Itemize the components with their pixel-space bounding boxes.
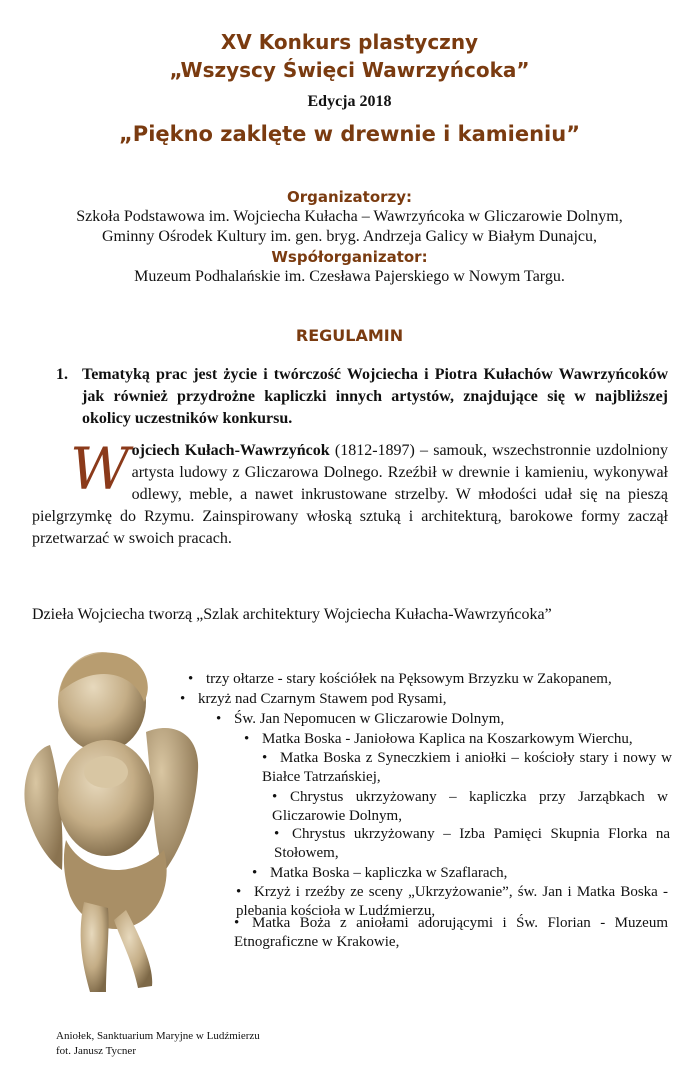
bullet-icon: • [236, 884, 242, 900]
works-item-1 [188, 670, 648, 689]
rule-1 [56, 364, 668, 430]
works-item-2 [180, 690, 640, 709]
drop-cap: W [70, 435, 130, 503]
bullet-icon: • [216, 711, 222, 727]
bullet-icon: • [252, 865, 258, 881]
list-item-text: Chrystus ukrzyżowany – kapliczka przy Jarząbkach w Gliczarowie Dolnym, [272, 789, 668, 824]
works-item-4 [244, 730, 674, 749]
bullet-icon: • [262, 750, 268, 766]
angel-hands [84, 756, 128, 788]
angel-sculpture-photo [14, 640, 204, 1010]
co-organizer-label: Współorganizator: [271, 248, 428, 266]
angel-left-wing [24, 745, 62, 870]
rule-text: Tematyką prac jest życie i twórczość Wojciecha i Piotra Kułachów Wawrzyńcoków jak również przydrożne kapliczki innych artystów, znajdujące się w najbliższej okolicy uczestników konkursu. [82, 366, 668, 427]
rule-number: 1. [56, 366, 68, 383]
bullet-icon: • [244, 731, 250, 747]
list-item-text: Chrystus ukrzyżowany – Izba Pamięci Skupnia Florka na Stołowem, [274, 826, 670, 861]
works-item-8 [252, 864, 672, 883]
artist-name: ojciech Kułach-Wawrzyńcok [131, 442, 330, 459]
organizer-line-1: Szkoła Podstawowa im. Wojciecha Kułacha – Wawrzyńcoka w Gliczarowie Dolnym, [76, 208, 623, 225]
bullet-icon: • [272, 789, 278, 805]
co-organizer-line: Muzeum Podhalańskie im. Czesława Pajerskiego w Nowym Targu. [134, 268, 565, 285]
regulations-heading: REGULAMIN [295, 326, 404, 345]
list-item-text: Św. Jan Nepomucen w Gliczarowie Dolnym, [234, 711, 505, 727]
list-item-text: krzyż nad Czarnym Stawem pod Rysami, [198, 691, 447, 707]
list-item-text: trzy ołtarze - stary kościółek na Pęksowym Brzyzku w Zakopanem, [206, 671, 612, 687]
bullet-icon: • [274, 826, 280, 842]
works-item-3 [216, 710, 646, 729]
bullet-icon: • [234, 915, 240, 931]
edition-label: Edycja 2018 [307, 93, 392, 110]
biography [32, 435, 668, 550]
works-item-7 [274, 825, 670, 863]
page-subtitle: „Wszyscy Święci Wawrzyńcoka” [169, 58, 530, 82]
bullet-icon: • [180, 691, 186, 707]
works-item-6 [272, 788, 668, 826]
angel-left-leg [81, 902, 109, 992]
biography-text: (1812-1897) – samouk, wszechstronnie uzdolniony artysta ludowy z Gliczarowa Dolnego. Rzeźbił w drewnie i kamieniu, wykonywał odlewy, meble, a nawet inkrustowane strzelby. W młodości udał się na pieszą pielgrzymkę do Rzymu. Zainspirowany włoską sztuką i architekturą, barokowe formy zaczął przetwarzać w swoich pracach. [32, 442, 668, 547]
works-item-10 [234, 914, 668, 952]
list-item-text: Matka Boska - Janiołowa Kaplica na Koszarkowym Wierchu, [262, 731, 633, 747]
list-item-text: Krzyż i rzeźby ze sceny „Ukrzyżowanie”, św. Jan i Matka Boska -plebania kościoła w Ludźmierzu, [236, 884, 668, 919]
page-title: XV Konkurs plastyczny [220, 30, 479, 54]
list-item-text: Matka Boża z aniołami adorującymi i Św. Florian - Muzeum Etnograficzne w Krakowie, [234, 915, 668, 950]
list-item-text: Matka Boska z Syneczkiem i aniołki – kościoły stary i nowy w Białce Tatrzańskiej, [262, 750, 672, 785]
list-item-text: Matka Boska – kapliczka w Szaflarach, [270, 865, 508, 881]
works-intro: Dzieła Wojciecha tworzą „Szlak architektury Wojciecha Kułacha-Wawrzyńcoka” [32, 606, 552, 623]
organizers-label: Organizatorzy: [286, 188, 413, 206]
contest-motto: „Piękno zaklęte w drewnie i kamieniu” [119, 122, 580, 146]
photo-caption: Aniołek, Sanktuarium Maryjne w Ludźmierzu [56, 1030, 260, 1042]
works-item-5 [262, 749, 672, 787]
photo-credit: fot. Janusz Tycner [56, 1045, 136, 1057]
organizer-line-2: Gminny Ośrodek Kultury im. gen. bryg. Andrzeja Galicy w Białym Dunajcu, [101, 228, 597, 245]
bullet-icon: • [188, 671, 194, 687]
